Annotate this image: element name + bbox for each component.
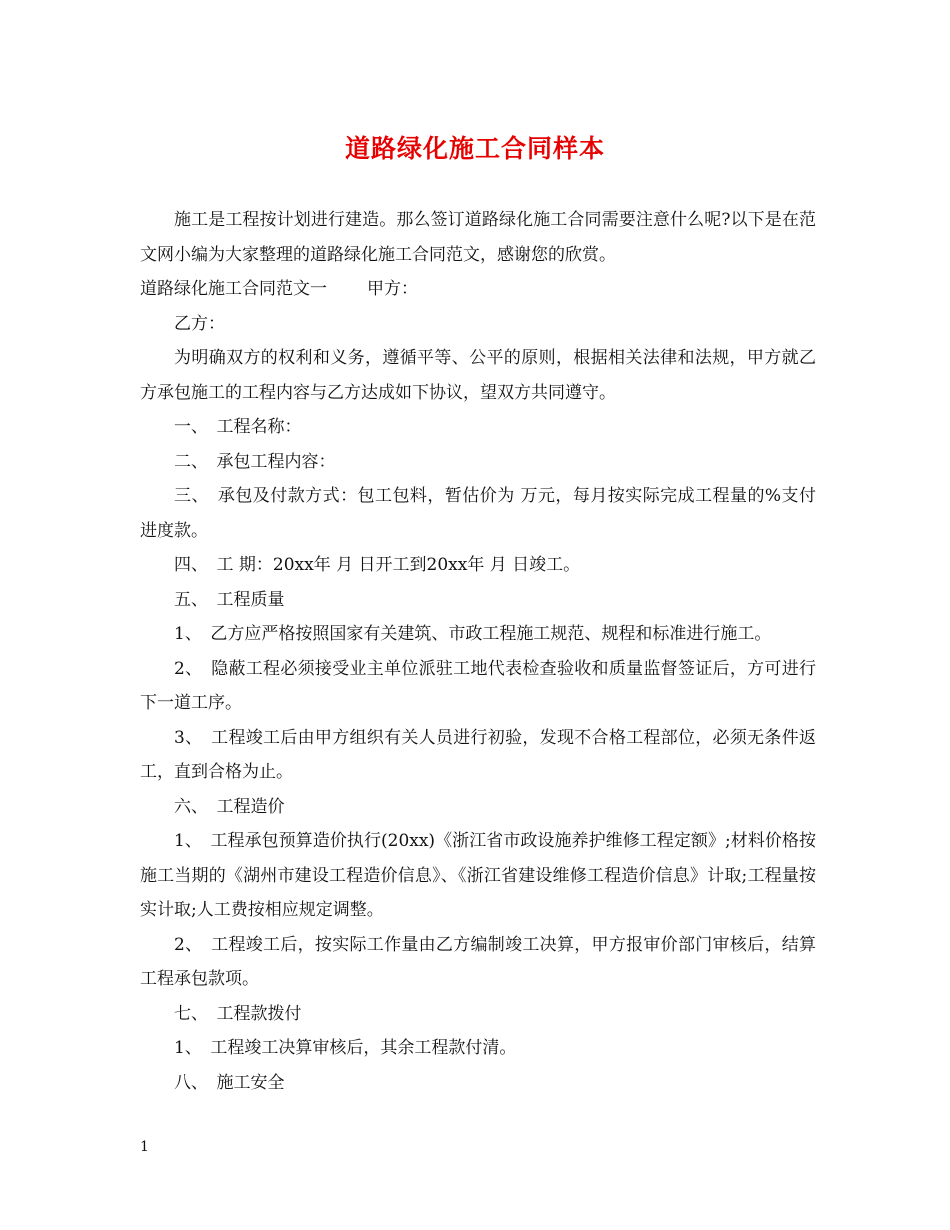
- clause-cost-heading: 六、 工程造价: [174, 796, 285, 817]
- clause-quality-heading: 五、 工程质量: [174, 589, 285, 610]
- quality-item-2: 2、 隐蔽工程必须接受业主单位派驻工地代表检查验收和质量监督签证后，方可进行下一道工序。: [140, 658, 816, 713]
- clause-project-name: 一、 工程名称：: [174, 417, 302, 437]
- quality-item-3: 3、 工程竣工后由甲方组织有关人员进行初验，发现不合格工程部位，必须无条件返工，直到合格为止。: [140, 727, 816, 782]
- preamble-paragraph: 为明确双方的权利和义务，遵循平等、公平的原则，根据相关法律和法规，甲方就乙方承包施工的工程内容与乙方达成如下协议，望双方共同遵守。: [140, 348, 816, 403]
- document-body: [140, 203, 816, 1100]
- clause-payment-heading: 七、 工程款拨付: [174, 1003, 302, 1024]
- document-title: 道路绿化施工合同样本: [344, 134, 605, 163]
- contract-subtitle: 道路绿化施工合同范文一: [140, 279, 327, 299]
- payment-item-1: 1、 工程竣工决算审核后，其余工程款付清。: [174, 1038, 517, 1058]
- quality-item-1: 1、 乙方应严格按照国家有关建筑、市政工程施工规范、规程和标准进行施工。: [174, 624, 772, 644]
- clause-payment-method: 三、 承包及付款方式：包工包料，暂估价为 万元，每月按实际完成工程量的%支付进度款。: [140, 486, 816, 541]
- cost-item-1: 1、 工程承包预算造价执行(20xx)《浙江省市政设施养护维修工程定额》;材料价格按施工当期的《湖州市建设工程造价信息》、《浙江省建设维修工程造价信息》计取;工程量按实计取;人工费按相应规定调整。: [140, 831, 816, 920]
- cost-item-2: 2、 工程竣工后，按实际工作量由乙方编制竣工决算，甲方报审价部门审核后，结算工程承包款项。: [140, 934, 816, 989]
- intro-paragraph: 施工是工程按计划进行建造。那么签订道路绿化施工合同需要注意什么呢?以下是在范文网小编为大家整理的道路绿化施工合同范文，感谢您的欣赏。: [140, 210, 816, 265]
- clause-safety-heading: 八、 施工安全: [174, 1072, 285, 1093]
- clause-contract-content: 二、 承包工程内容：: [174, 451, 336, 472]
- party-a-label: 甲方：: [367, 279, 418, 299]
- party-b-label: 乙方：: [174, 313, 225, 334]
- contract-heading-line: [140, 272, 816, 307]
- clause-schedule: 四、 工 期：20xx年 月 日开工到20xx年 月 日竣工。: [174, 555, 581, 575]
- page-number: 1: [140, 1139, 149, 1155]
